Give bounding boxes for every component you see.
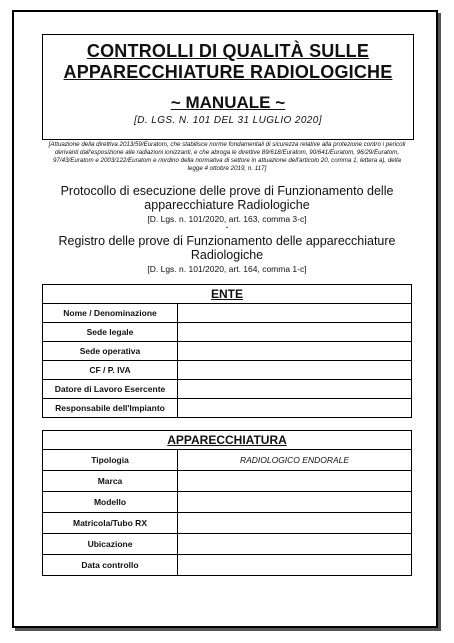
row-label: Nome / Denominazione <box>43 304 178 323</box>
operating-seat-field[interactable] <box>178 342 412 361</box>
document-title <box>43 41 413 83</box>
title-line-2: APPARECCHIATURE RADIOLOGICHE <box>63 62 393 82</box>
ente-table <box>42 284 412 418</box>
protocol-heading: Protocollo di esecuzione delle prove di Funzionamento delle apparecchiature Radiologiche <box>60 184 394 212</box>
row-label: Data controllo <box>43 555 178 576</box>
register-reference: [D. Lgs. n. 101/2020, art. 164, comma 1-c] <box>147 264 307 274</box>
type-field[interactable]: RADIOLOGICO ENDORALE <box>178 450 412 471</box>
protocol-block <box>40 184 414 230</box>
register-block <box>40 234 414 274</box>
responsible-field[interactable] <box>178 399 412 418</box>
separator: - <box>225 222 229 232</box>
row-label: Marca <box>43 471 178 492</box>
register-heading: Registro delle prove di Funzionamento delle apparecchiature Radiologiche <box>58 234 396 262</box>
table-row <box>43 304 412 323</box>
ente-header: ENTE <box>43 285 412 304</box>
table-row <box>43 450 412 471</box>
title-line-1: CONTROLLI DI QUALITÀ SULLE <box>86 41 370 61</box>
table-row <box>43 513 412 534</box>
table-row <box>43 323 412 342</box>
tax-code-field[interactable] <box>178 361 412 380</box>
table-row <box>43 492 412 513</box>
decree-reference: [D. LGS. N. 101 DEL 31 LUGLIO 2020] <box>134 115 322 126</box>
title-box <box>42 34 414 140</box>
table-row <box>43 399 412 418</box>
table-row <box>43 471 412 492</box>
apparecchiatura-table <box>42 430 412 576</box>
row-label: Matricola/Tubo RX <box>43 513 178 534</box>
manual-heading: ~ MANUALE ~ <box>170 93 286 112</box>
directive-note: [Attuazione della direttiva 2013/59/Euratom, che stabilisce norme fondamentali di sicurezza relative alla protezione contro i pericoli derivanti dall'esposizione alle radiazioni ionizzanti, e che abroga le direttive 89/618/Euratom, 90/641/Euratom, 96/29/Euratom, 97/43/Euratom e 2003/122/Euratom e riordino della normativa di settore in attuazione dell'articolo 20, comma 1, lettera a), della legge 4 ottobre 2019, n. 117] <box>48 141 406 172</box>
model-field[interactable] <box>178 492 412 513</box>
name-field[interactable] <box>178 304 412 323</box>
location-field[interactable] <box>178 534 412 555</box>
control-date-field[interactable] <box>178 555 412 576</box>
row-label: Responsabile dell'Impianto <box>43 399 178 418</box>
protocol-reference: [D. Lgs. n. 101/2020, art. 163, comma 3-c] <box>147 214 307 224</box>
serial-field[interactable] <box>178 513 412 534</box>
table-row <box>43 361 412 380</box>
table-row <box>43 380 412 399</box>
legal-seat-field[interactable] <box>178 323 412 342</box>
table-row <box>43 534 412 555</box>
brand-field[interactable] <box>178 471 412 492</box>
row-label: Datore di Lavoro Esercente <box>43 380 178 399</box>
row-label: CF / P. IVA <box>43 361 178 380</box>
employer-field[interactable] <box>178 380 412 399</box>
row-label: Tipologia <box>43 450 178 471</box>
row-label: Sede legale <box>43 323 178 342</box>
row-label: Ubicazione <box>43 534 178 555</box>
apparecchiatura-header: APPARECCHIATURA <box>43 431 412 450</box>
table-row <box>43 555 412 576</box>
table-row <box>43 342 412 361</box>
row-label: Modello <box>43 492 178 513</box>
row-label: Sede operativa <box>43 342 178 361</box>
